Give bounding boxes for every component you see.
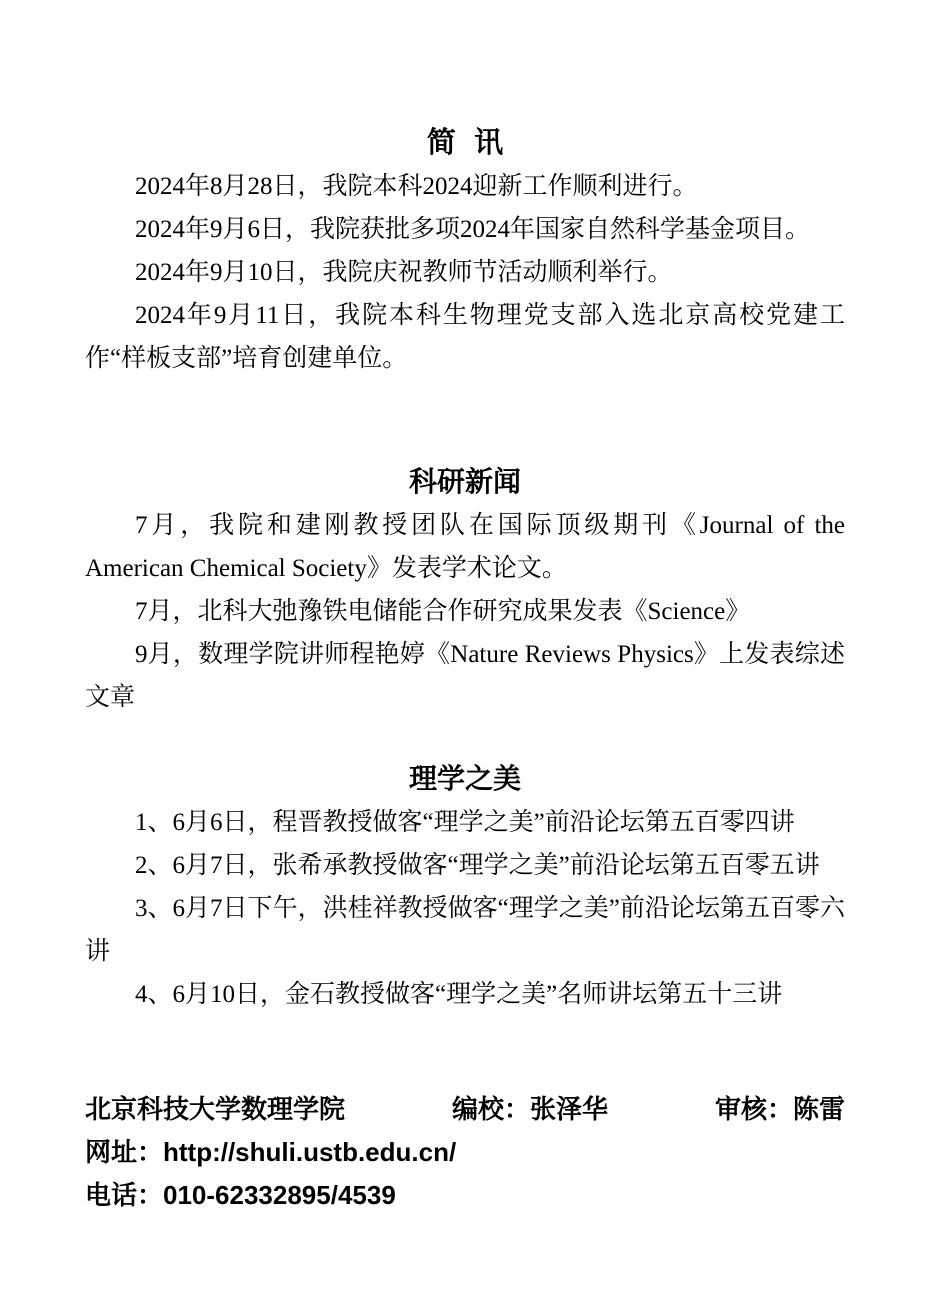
list-item: 3、6月7日下午，洪桂祥教授做客“理学之美”前沿论坛第五百零六讲 (85, 895, 845, 965)
page-title: 简 讯 (426, 127, 504, 159)
paragraph: 2024年9月6日，我院获批多项2024年国家自然科学基金项目。 (135, 216, 811, 243)
paragraph: 7月，我院和建刚教授团队在国际顶级期刊《Journal of the American Chemical Society》发表学术论文。 (85, 512, 845, 582)
beauty-of-science-paragraphs (85, 801, 845, 1016)
footer-phone: 电话：010-62332895/4539 (85, 1180, 396, 1210)
research-news-paragraphs (85, 504, 845, 719)
section-beauty-of-science (85, 762, 845, 1016)
footer-editor: 编校：张泽华 (451, 1094, 608, 1124)
paragraph: 7月，北科大弛豫铁电储能合作研究成果发表《Science》 (135, 598, 751, 625)
paragraph: 2024年9月11日，我院本科生物理党支部入选北京高校党建工作“样板支部”培育创建单位。 (85, 302, 845, 372)
section-title-research-news: 科研新闻 (408, 466, 521, 497)
paragraph: 9月，数理学院讲师程艳婷《Nature Reviews Physics》上发表综述文章 (85, 641, 845, 711)
list-item: 2、6月7日，张希承教授做客“理学之美”前沿论坛第五百零五讲 (135, 852, 820, 879)
footer-reviewer: 审核：陈雷 (714, 1094, 845, 1124)
footer (85, 1088, 845, 1217)
section-brief-news (85, 126, 845, 380)
footer-organization: 北京科技大学数理学院 (85, 1094, 346, 1124)
footer-website: 网址：http://shuli.ustb.edu.cn/ (85, 1137, 457, 1167)
list-item: 4、6月10日，金石教授做客“理学之美”名师讲坛第五十三讲 (135, 981, 783, 1008)
paragraph: 2024年8月28日，我院本科2024迎新工作顺利进行。 (135, 173, 698, 200)
section-research-news (85, 465, 845, 719)
brief-news-paragraphs (85, 165, 845, 380)
paragraph: 2024年9月10日，我院庆祝教师节活动顺利举行。 (135, 259, 673, 286)
section-title-beauty-of-science: 理学之美 (408, 763, 521, 794)
list-item: 1、6月6日，程晋教授做客“理学之美”前沿论坛第五百零四讲 (135, 809, 795, 836)
footer-credits-row (85, 1088, 845, 1131)
